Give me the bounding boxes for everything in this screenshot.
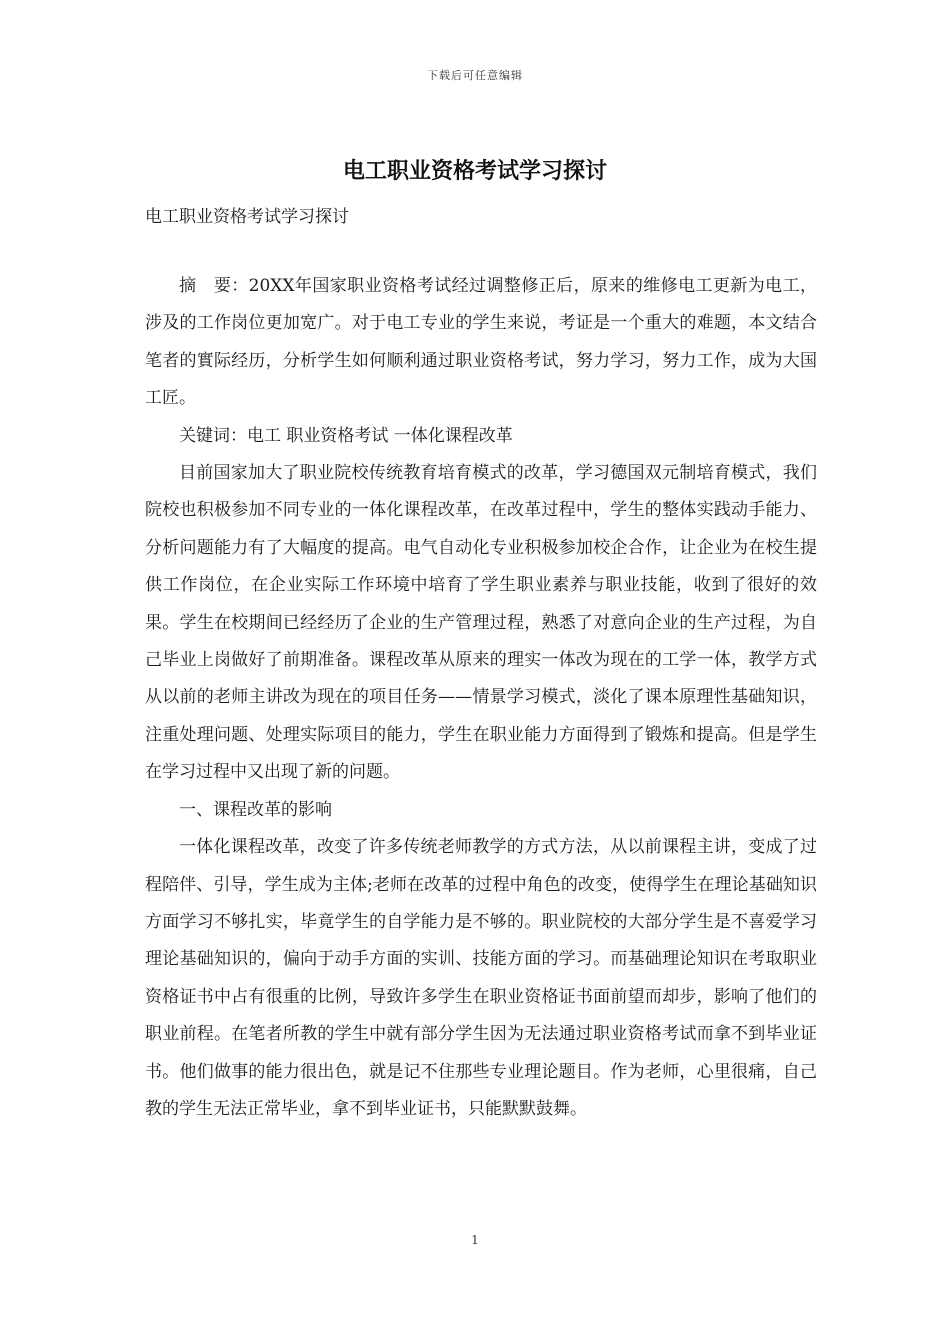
abstract-paragraph: 摘 要：20XX年国家职业资格考试经过调整修正后，原来的维修电工更新为电工，涉及的工作岗位更加宽广。对于电工专业的学生来说，考证是一个重大的难题，本文结合笔者的實际经历，分析学生如何顺利通过职业资格考试，努力学习，努力工作，成为大国工匠。 <box>145 276 817 409</box>
section-heading: 一、课程改革的影响 <box>179 799 332 820</box>
body-paragraph: 一体化课程改革，改变了许多传统老师教学的方式方法，从以前课程主讲，变成了过程陪伴、引导，学生成为主体;老师在改革的过程中角色的改变，使得学生在理论基础知识方面学习不够扎实，毕竟学生的自学能力是不够的。职业院校的大部分学生是不喜爱学习理论基础知识的，偏向于动手方面的实训、技能方面的学习。而基础理论知识在考取职业资格证书中占有很重的比例，导致许多学生在职业资格证书面前望而却步，影响了他们的职业前程。在笔者所教的学生中就有部分学生因为无法通过职业资格考试而拿不到毕业证书。他们做事的能力很出色，就是记不住那些专业理论题目。作为老师，心里很痛，自己教的学生无法正常毕业，拿不到毕业证书，只能默默鼓舞。 <box>145 837 817 1119</box>
header-note: 下载后可任意编辑 <box>427 69 523 82</box>
document-body <box>145 268 817 1128</box>
document-subtitle: 电工职业资格考试学习探讨 <box>145 207 349 227</box>
page-number: 1 <box>471 1233 479 1247</box>
keywords-paragraph: 关键词：电工 职业资格考试 一体化课程改革 <box>179 425 513 446</box>
body-paragraph: 目前国家加大了职业院校传统教育培育模式的改革，学习德国双元制培育模式，我们院校也积极参加不同专业的一体化课程改革，在改革过程中，学生的整体实践动手能力、分析问题能力有了大幅度的提高。电气自动化专业积极参加校企合作，让企业为在校生提供工作岗位，在企业实际工作环境中培育了学生职业素养与职业技能，收到了很好的效果。学生在校期间已经经历了企业的生产管理过程，熟悉了对意向企业的生产过程，为自己毕业上岗做好了前期准备。课程改革从原来的理实一体改为现在的工学一体，教学方式从以前的老师主讲改为现在的项目任务——情景学习模式，淡化了课本原理性基础知识，注重处理问题、处理实际项目的能力，学生在职业能力方面得到了锻炼和提高。但是学生在学习过程中又出现了新的问题。 <box>145 463 817 783</box>
document-title: 电工职业资格考试学习探讨 <box>342 158 607 184</box>
